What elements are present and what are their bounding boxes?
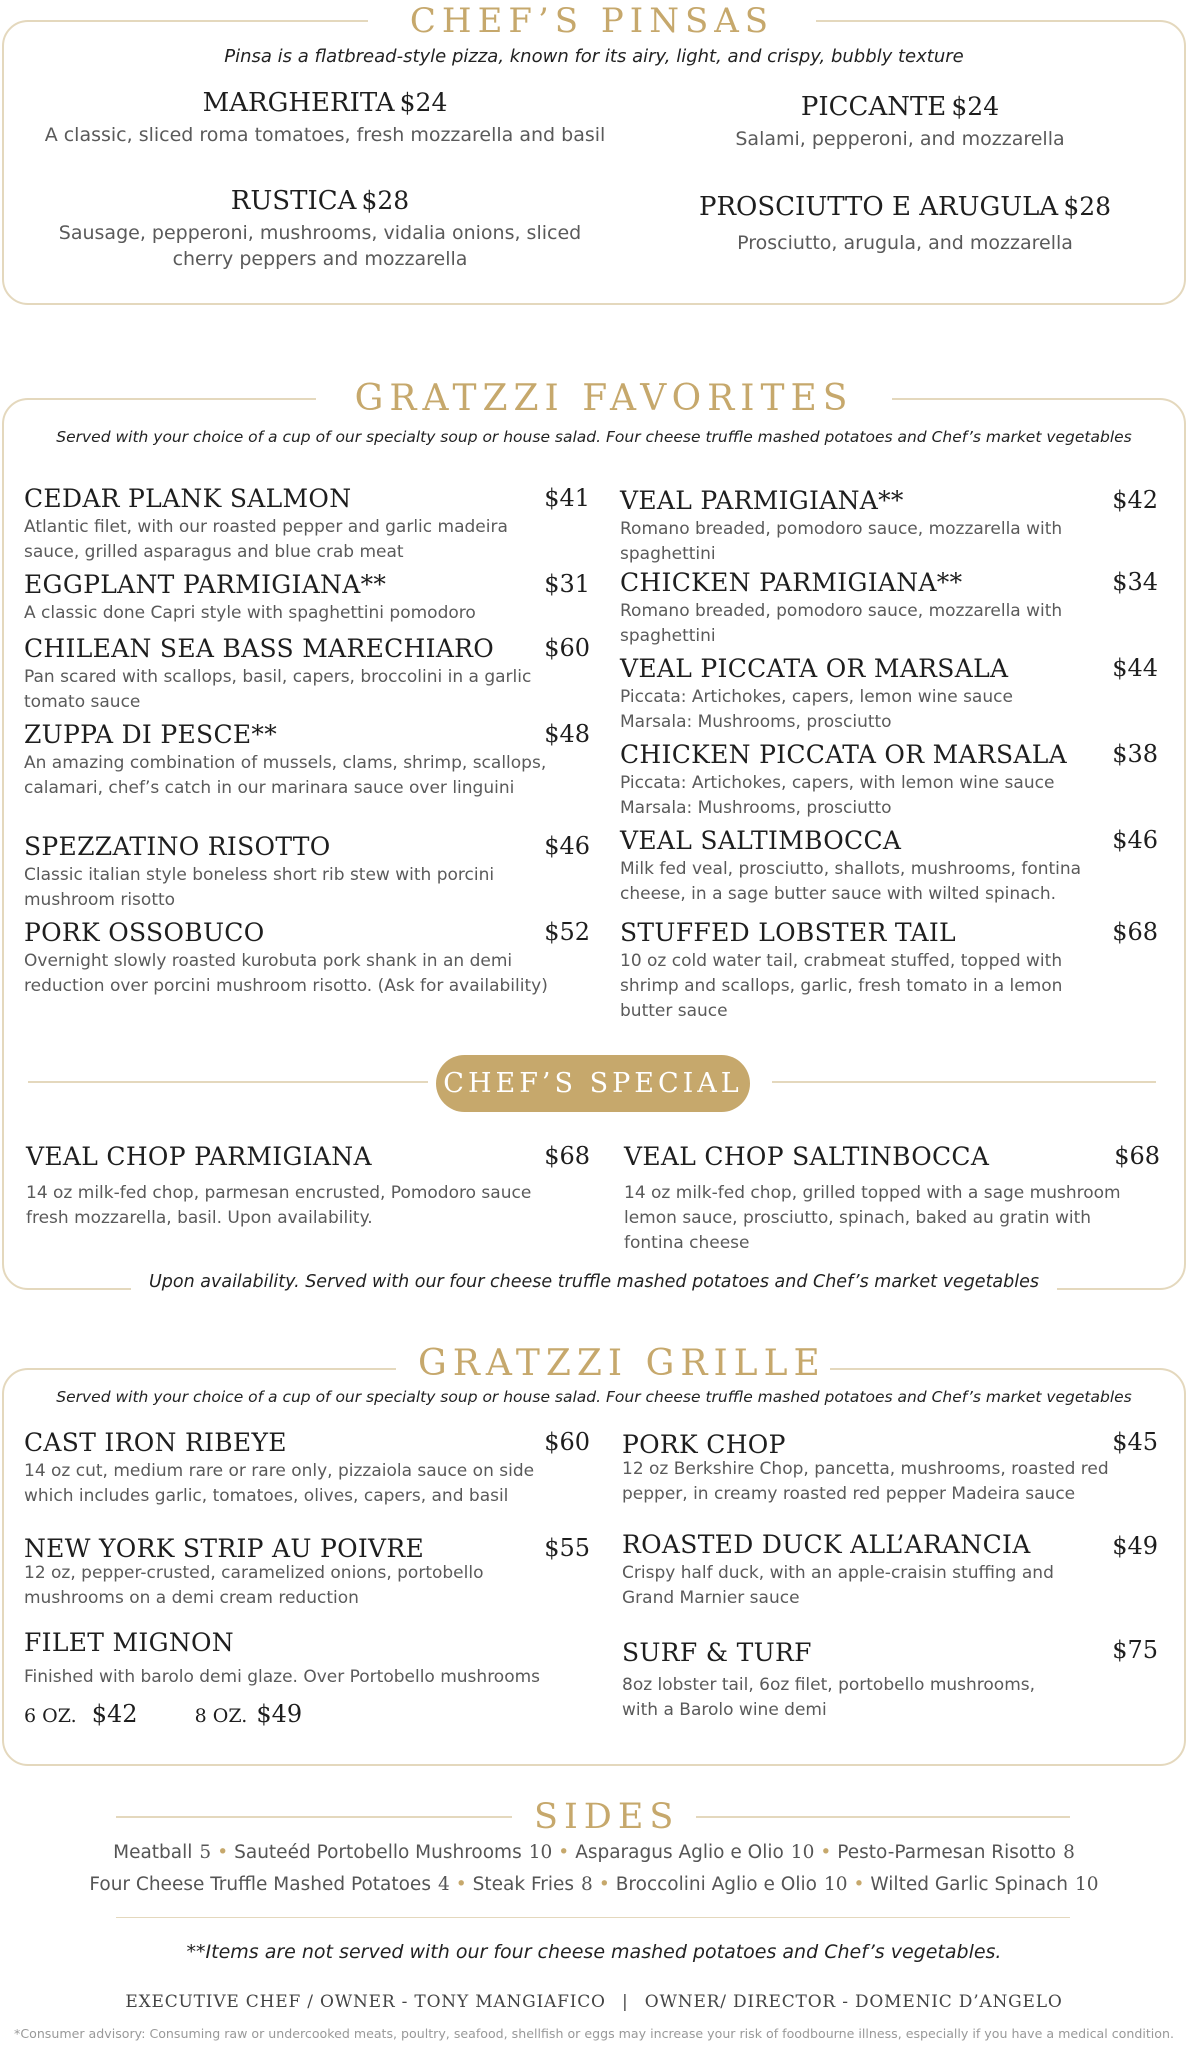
item-desc: Classic italian style boneless short rib stew with porcini mushroom risotto	[24, 865, 495, 910]
item-desc: 10 oz cold water tail, crabmeat stuffed, topped with shrimp and scallops, garlic, fresh tomato in a lemon butter sauce	[620, 951, 1063, 1021]
fav-item-eggplant-parmigiana	[24, 570, 590, 626]
item-desc: 14 oz cut, medium rare or rare only, pizzaiola sauce on side which includes garlic, tomatoes, olives, capers, and basil	[24, 1461, 535, 1506]
bullet-dot-icon: •	[598, 1874, 610, 1895]
filet-size-6oz: 6 OZ.	[24, 1705, 77, 1727]
filet-price-8oz: $49	[256, 1700, 303, 1728]
sides-rule-bottom	[116, 1917, 1070, 1918]
sides-title: SIDES	[512, 1796, 696, 1838]
item-price: $49	[1112, 1532, 1158, 1560]
item-name: PORK OSSOBUCO	[24, 918, 265, 947]
item-name: CEDAR PLANK SALMON	[24, 484, 352, 513]
item-desc-2: Marsala: Mushrooms, prosciutto	[620, 798, 892, 818]
fav-item-chicken-parmigiana	[620, 568, 1158, 649]
item-name: MARGHERITA	[202, 88, 395, 118]
grille-item-duck	[622, 1530, 1158, 1611]
item-desc: 8oz lobster tail, 6oz filet, portobello mushrooms, with a Barolo wine demi	[622, 1675, 1036, 1720]
item-desc: Piccata: Artichokes, capers, with lemon wine sauce	[620, 773, 1055, 793]
item-desc: Salami, pepperoni, and mozzarella	[735, 128, 1065, 150]
side-price: 8	[1063, 1842, 1075, 1863]
grille-item-pork-chop	[622, 1430, 1158, 1507]
side-price: 8	[581, 1874, 593, 1895]
fav-item-chicken-piccata-or-marsala	[620, 740, 1158, 821]
bullet-dot-icon: •	[853, 1874, 865, 1895]
bullet-dot-icon: •	[455, 1874, 467, 1895]
item-price: $68	[1112, 918, 1158, 946]
side-name: Broccolini Aglio e Olio	[615, 1874, 817, 1895]
side-name: Asparagus Aglio e Olio	[575, 1842, 784, 1863]
item-desc: Prosciutto, arugula, and mozzarella	[737, 232, 1073, 254]
side-item	[870, 1874, 1098, 1895]
item-price: $42	[1112, 486, 1158, 514]
sides-row-2	[0, 1874, 1188, 1895]
special-note: Upon availability. Served with our four cheese truffle mashed potatoes and Chef’s market vegetables	[131, 1272, 1057, 1292]
fav-item-zuppa-di-pesce	[24, 720, 590, 801]
filet-prices	[24, 1700, 590, 1728]
side-name: Steak Fries	[472, 1874, 575, 1895]
fav-item-pork-ossobuco	[24, 918, 590, 999]
special-rule-left	[28, 1081, 428, 1083]
filet-price-6oz: $42	[91, 1700, 138, 1728]
item-desc: Milk fed veal, prosciutto, shallots, mushrooms, fontina cheese, in a sage butter sauce with wilted spinach.	[620, 859, 1082, 904]
item-price: $28	[1063, 192, 1112, 221]
item-price: $52	[544, 918, 590, 946]
item-desc: Pan scared with scallops, basil, capers, broccolini in a garlic tomato sauce	[24, 667, 532, 712]
item-price: $28	[361, 186, 410, 215]
item-name: RUSTICA	[230, 186, 357, 216]
item-name: FILET MIGNON	[24, 1628, 234, 1657]
item-price: $75	[1112, 1636, 1158, 1664]
item-name: CHICKEN PICCATA OR MARSALA	[620, 740, 1068, 769]
side-name: Sauteéd Portobello Mushrooms	[234, 1842, 522, 1863]
item-name: VEAL CHOP SALTINBOCCA	[624, 1142, 990, 1171]
pinsa-piccante	[630, 92, 1170, 152]
item-price: $44	[1112, 654, 1158, 682]
fav-item-veal-parmigiana	[620, 486, 1158, 567]
item-desc: Crispy half duck, with an apple-craisin stuffing and Grand Marnier sauce	[622, 1563, 1054, 1608]
item-desc: A classic done Capri style with spaghettini pomodoro	[24, 603, 476, 623]
item-name: VEAL PICCATA OR MARSALA	[620, 654, 1009, 683]
filet-size-8oz: 8 OZ.	[194, 1705, 248, 1727]
credits-separator: |	[622, 1992, 629, 2012]
fav-item-spezzatino-risotto	[24, 832, 590, 913]
special-item-veal-chop-saltinbocca	[624, 1142, 1160, 1256]
item-desc: Sausage, pepperoni, mushrooms, vidalia onions, sliced cherry peppers and mozzarella	[58, 222, 582, 270]
pinsas-subtitle: Pinsa is a flatbread-style pizza, known for its airy, light, and crispy, bubbly texture	[224, 46, 964, 67]
side-name: Pesto-Parmesan Risotto	[837, 1842, 1057, 1863]
item-name: STUFFED LOBSTER TAIL	[620, 918, 956, 947]
item-desc: 14 oz milk-fed chop, parmesan encrusted, Pomodoro sauce fresh mozzarella, basil. Upon availability.	[26, 1183, 532, 1228]
side-name: Wilted Garlic Spinach	[870, 1874, 1069, 1895]
item-name: CHICKEN PARMIGIANA**	[620, 568, 963, 597]
item-name: EGGPLANT PARMIGIANA**	[24, 570, 387, 599]
item-name: PORK CHOP	[622, 1430, 786, 1459]
favorites-subtitle: Served with your choice of a cup of our specialty soup or house salad. Four cheese truffle mashed potatoes and Chef’s market vegetables	[56, 428, 1132, 446]
special-rule-right	[772, 1081, 1156, 1083]
item-name: SPEZZATINO RISOTTO	[24, 832, 331, 861]
grille-item-surf-turf	[622, 1638, 1158, 1723]
item-price: $38	[1112, 740, 1158, 768]
item-desc-2: Marsala: Mushrooms, prosciutto	[620, 712, 892, 732]
bullet-dot-icon: •	[217, 1842, 229, 1863]
item-name: VEAL PARMIGIANA**	[620, 486, 904, 515]
bullet-dot-icon: •	[820, 1842, 832, 1863]
side-price: 10	[823, 1874, 848, 1895]
side-price: 10	[528, 1842, 553, 1863]
side-item	[89, 1874, 449, 1895]
fav-item-cedar-plank-salmon	[24, 484, 590, 565]
special-pill	[436, 1055, 750, 1112]
side-name: Four Cheese Truffle Mashed Potatoes	[89, 1874, 431, 1895]
owner-director: OWNER/ DIRECTOR - DOMENIC D’ANGELO	[644, 1992, 1063, 2012]
item-name: ZUPPA DI PESCE**	[24, 720, 278, 749]
side-price: 10	[1075, 1874, 1099, 1895]
item-price: $68	[544, 1142, 590, 1170]
item-name: VEAL CHOP PARMIGIANA	[26, 1142, 372, 1171]
item-price: $41	[544, 484, 590, 512]
side-price: 10	[790, 1842, 815, 1863]
fav-item-chilean-sea-bass-marechiaro	[24, 634, 590, 715]
special-note-wrap	[0, 1272, 1188, 1292]
item-price: $46	[544, 832, 590, 860]
fav-item-veal-piccata-or-marsala	[620, 654, 1158, 735]
item-name: NEW YORK STRIP AU POIVRE	[24, 1534, 425, 1563]
item-price: $60	[544, 634, 590, 662]
fav-item-veal-saltimbocca	[620, 826, 1158, 907]
consumer-advisory: *Consumer advisory: Consuming raw or undercooked meats, poultry, seafood, shellfish or eggs may increase your risk of foodbourne illness, especially if you have a medical condition.	[14, 2026, 1174, 2041]
item-price: $24	[951, 92, 1000, 121]
item-desc: 12 oz Berkshire Chop, pancetta, mushrooms, roasted red pepper, in creamy roasted red pepper Madeira sauce	[622, 1459, 1109, 1504]
side-item	[837, 1842, 1075, 1863]
item-desc: 12 oz, pepper-crusted, caramelized onions, portobello mushrooms on a demi cream reduction	[24, 1563, 484, 1608]
item-price: $60	[544, 1428, 590, 1456]
exec-chef: EXECUTIVE CHEF / OWNER - TONY MANGIAFICO	[125, 1992, 606, 2012]
item-desc: Piccata: Artichokes, capers, lemon wine sauce	[620, 687, 1013, 707]
side-item	[113, 1842, 211, 1863]
pinsas-title: CHEF’S PINSAS	[368, 0, 816, 42]
side-price: 4	[437, 1874, 450, 1895]
item-name: CHILEAN SEA BASS MARECHIARO	[24, 634, 495, 663]
grille-subtitle: Served with your choice of a cup of our specialty soup or house salad. Four cheese truffle mashed potatoes and Chef’s market vegetables	[56, 1388, 1132, 1406]
grille-item-ny-strip	[24, 1534, 590, 1611]
item-desc: Romano breaded, pomodoro sauce, mozzarella with spaghettini	[620, 519, 1063, 564]
side-item	[616, 1874, 848, 1895]
pinsa-prosciutto-arugula	[630, 192, 1180, 256]
footer-note: **Items are not served with our four cheese mashed potatoes and Chef’s vegetables.	[186, 1941, 1002, 1963]
pinsa-rustica	[40, 186, 600, 272]
fav-item-stuffed-lobster-tail	[620, 918, 1158, 1024]
item-desc: Overnight slowly roasted kurobuta pork shank in an demi reduction over porcini mushroom risotto. (Ask for availability)	[24, 951, 548, 996]
bullet-dot-icon: •	[558, 1842, 570, 1863]
item-name: PICCANTE	[800, 92, 947, 122]
item-desc: Finished with barolo demi glaze. Over Portobello mushrooms	[24, 1667, 541, 1687]
side-item	[473, 1874, 593, 1895]
item-price: $48	[544, 720, 590, 748]
item-name: CAST IRON RIBEYE	[24, 1428, 287, 1457]
item-desc: A classic, sliced roma tomatoes, fresh mozzarella and basil	[44, 124, 606, 146]
side-item	[575, 1842, 814, 1863]
item-name: VEAL SALTIMBOCCA	[620, 826, 902, 855]
item-desc: Atlantic filet, with our roasted pepper and garlic madeira sauce, grilled asparagus and blue crab meat	[24, 517, 508, 562]
sides-row-1	[0, 1842, 1188, 1863]
side-item	[234, 1842, 552, 1863]
item-name: PROSCIUTTO E ARUGULA	[698, 192, 1059, 222]
item-price: $45	[1112, 1428, 1158, 1456]
item-name: ROASTED DUCK ALL’ARANCIA	[622, 1530, 1031, 1559]
grille-item-ribeye	[24, 1428, 590, 1509]
side-price: 5	[199, 1842, 212, 1863]
grille-item-filet-mignon	[24, 1628, 590, 1728]
special-title: CHEF’S SPECIAL	[443, 1068, 743, 1099]
item-price: $24	[399, 88, 448, 117]
side-name: Meatball	[113, 1842, 193, 1863]
footer-credits	[0, 1992, 1188, 2012]
item-desc: Romano breaded, pomodoro sauce, mozzarella with spaghettini	[620, 601, 1063, 646]
item-price: $46	[1112, 826, 1158, 854]
special-item-veal-chop-parmigiana	[26, 1142, 590, 1231]
grille-title: GRATZZI GRILLE	[396, 1341, 830, 1387]
favorites-title: GRATZZI FAVORITES	[316, 376, 892, 422]
item-price: $31	[544, 570, 590, 598]
item-name: SURF & TURF	[622, 1638, 812, 1667]
item-price: $68	[1114, 1142, 1160, 1170]
item-price: $55	[544, 1534, 590, 1562]
pinsa-margherita	[20, 88, 630, 148]
item-desc: An amazing combination of mussels, clams, shrimp, scallops, calamari, chef’s catch in our marinara sauce over linguini	[24, 753, 547, 798]
item-price: $34	[1112, 568, 1158, 596]
item-desc: 14 oz milk-fed chop, grilled topped with a sage mushroom lemon sauce, prosciutto, spinach, baked au gratin with fontina cheese	[624, 1183, 1121, 1253]
